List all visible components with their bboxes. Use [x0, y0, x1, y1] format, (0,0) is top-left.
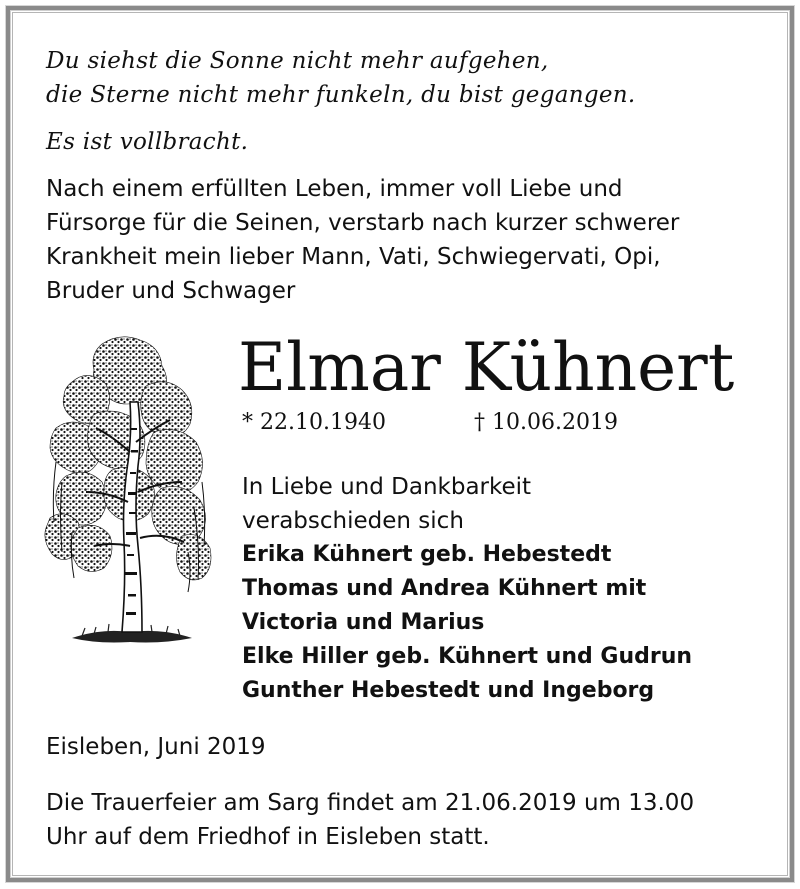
thanks-text	[242, 470, 531, 538]
intro-line: Krankheit mein lieber Mann, Vati, Schwiegervati, Opi,	[46, 244, 661, 270]
verse-line: die Sterne nicht mehr funkeln, du bist gegangen.	[46, 82, 636, 108]
mourner-entry: Erika Kühnert geb. Hebestedt	[242, 542, 612, 567]
intro-line: Nach einem erfüllten Leben, immer voll Liebe und	[46, 176, 623, 202]
death-date: † 10.06.2019	[474, 410, 618, 435]
deceased-name: Elmar Kühnert	[238, 329, 735, 406]
funeral-line: Uhr auf dem Friedhof in Eisleben statt.	[46, 824, 490, 850]
thanks-line: verabschieden sich	[242, 508, 464, 534]
intro-line: Fürsorge für die Seinen, verstarb nach kurzer schwerer	[46, 210, 680, 236]
intro-text	[46, 172, 679, 308]
mourner-entry: Thomas und Andrea Kühnert mit	[242, 576, 647, 601]
funeral-notice	[46, 786, 694, 854]
mourner-entry: Gunther Hebestedt und Ingeborg	[242, 678, 655, 703]
place-date: Eisleben, Juni 2019	[46, 734, 266, 760]
verse-block	[46, 44, 636, 112]
verse-line: Es ist vollbracht.	[46, 129, 249, 155]
mourner-entry: Elke Hiller geb. Kühnert und Gudrun	[242, 644, 693, 669]
intro-line: Bruder und Schwager	[46, 278, 296, 304]
mourner-entry: Victoria und Marius	[242, 610, 485, 635]
verse-line: Du siehst die Sonne nicht mehr aufgehen,	[46, 48, 549, 74]
mourners-list	[242, 538, 692, 708]
thanks-line: In Liebe und Dankbarkeit	[242, 474, 532, 500]
funeral-line: Die Trauerfeier am Sarg findet am 21.06.2019 um 13.00	[46, 790, 695, 816]
verse-closing	[46, 125, 248, 159]
birch-tree-icon	[42, 332, 218, 652]
birth-date: * 22.10.1940	[242, 410, 386, 435]
